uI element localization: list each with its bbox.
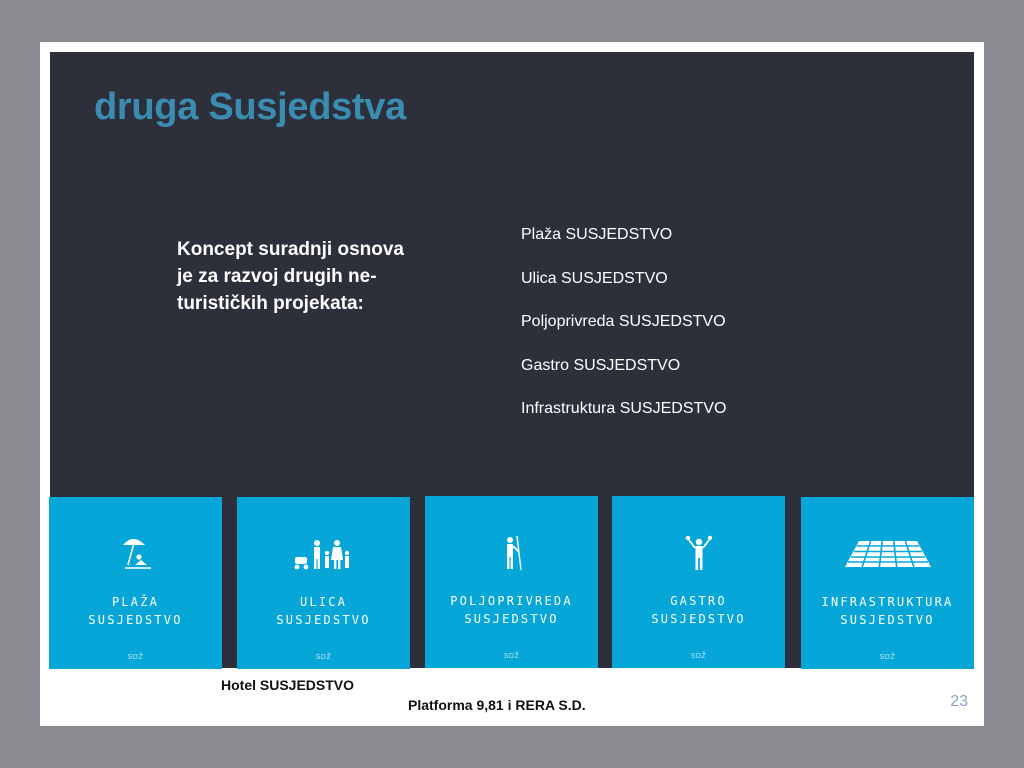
sdz-logo: SDŽ — [503, 653, 520, 660]
farmer-icon — [477, 534, 547, 572]
family-icon — [289, 535, 359, 573]
tile-label-line1: GASTRO — [670, 594, 727, 608]
tile-label-line2: SUSJEDSTVO — [651, 612, 746, 626]
tile-plaza — [49, 497, 222, 669]
tile-label — [49, 593, 222, 629]
tile-label-line1: ULICA — [299, 595, 348, 609]
tile-poljoprivreda — [425, 496, 598, 668]
list-item: Plaža SUSJEDSTVO — [521, 226, 673, 243]
concept-text: Koncept suradnji osnova je za razvoj drugih ne-turističkih projekata: — [177, 239, 404, 314]
tile-label-line1: INFRASTRUKTURA — [821, 595, 954, 609]
chef-icon — [664, 534, 734, 572]
road-grid-icon — [843, 535, 933, 573]
tile-label — [612, 592, 785, 628]
slide — [40, 42, 984, 726]
sdz-logo: SDŽ — [690, 653, 707, 660]
list-item: Gastro SUSJEDSTVO — [521, 356, 681, 374]
sdz-logo: SDŽ — [127, 654, 144, 661]
neighbourhood-list — [521, 224, 726, 442]
page-number: 23 — [950, 693, 968, 710]
footer-platforma-label: Platforma 9,81 i RERA S.D. — [408, 697, 586, 713]
list-item: Poljoprivreda SUSJEDSTVO — [521, 313, 726, 330]
tile-label — [237, 593, 410, 629]
tile-label-line2: SUSJEDSTVO — [840, 613, 935, 627]
tile-label — [425, 592, 598, 628]
tile-gastro — [612, 496, 785, 668]
slide-title: druga Susjedstva — [94, 86, 406, 128]
list-item: Infrastruktura SUSJEDSTVO — [521, 400, 727, 417]
tile-label-line2: SUSJEDSTVO — [464, 612, 559, 626]
sdz-logo: SDŽ — [879, 654, 896, 661]
tile-label-line2: SUSJEDSTVO — [88, 613, 183, 627]
tile-infrastruktura — [801, 497, 974, 669]
tile-label-line2: SUSJEDSTVO — [276, 613, 371, 627]
footer-hotel-label: Hotel SUSJEDSTVO — [221, 677, 355, 693]
tile-label-line1: POLJOPRIVREDA — [450, 594, 573, 608]
list-item: Ulica SUSJEDSTVO — [521, 269, 668, 287]
tile-label-line1: PLAŽA — [111, 595, 160, 609]
tile-label — [801, 593, 974, 629]
beach-umbrella-icon — [101, 535, 171, 573]
sdz-logo: SDŽ — [315, 654, 332, 661]
tile-ulica — [237, 497, 410, 669]
